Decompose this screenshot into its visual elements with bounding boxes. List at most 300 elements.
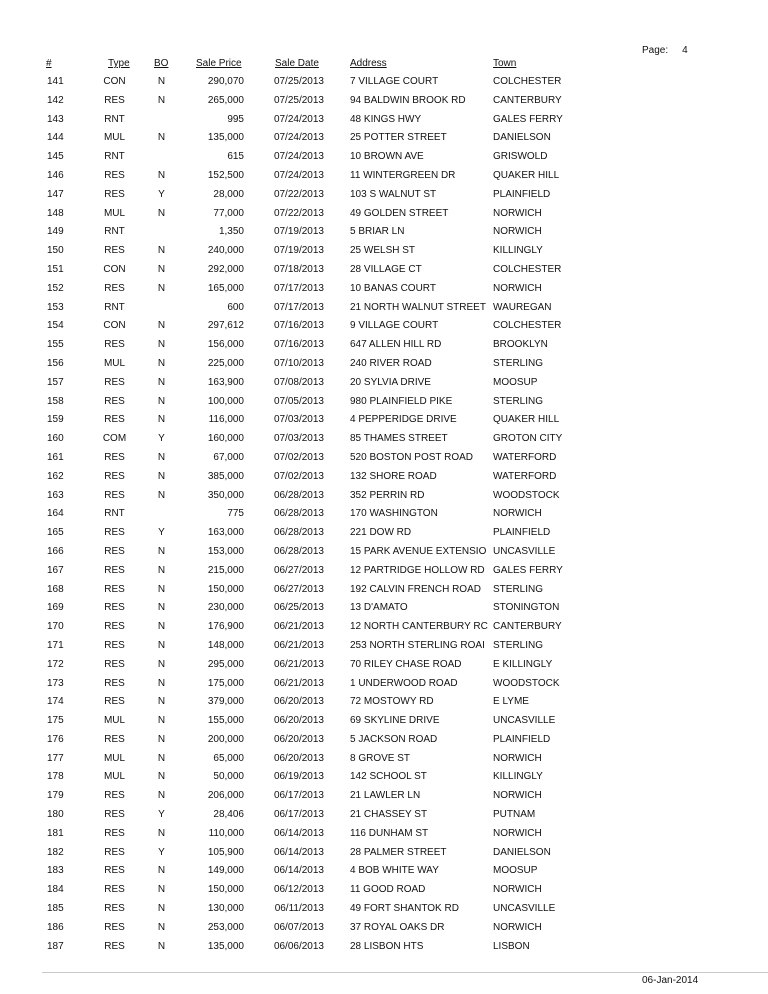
address: 647 ALLEN HILL RD	[350, 339, 442, 351]
town: NORWICH	[493, 921, 542, 933]
address: 28 LISBON HTS	[350, 940, 424, 952]
sale-price: 105,900	[207, 846, 244, 858]
address: 70 RILEY CHASE ROAD	[350, 658, 462, 670]
town: UNCASVILLE	[493, 903, 556, 915]
bo-flag: N	[157, 865, 166, 877]
row-number: 182	[47, 846, 64, 858]
town: GALES FERRY	[493, 113, 563, 125]
town: WOODSTOCK	[493, 677, 560, 689]
header-num: #	[46, 58, 52, 69]
header-sale-date: Sale Date	[275, 58, 319, 69]
sale-date: 07/10/2013	[273, 357, 324, 369]
row-number: 170	[47, 621, 64, 633]
sale-price: 135,000	[207, 940, 244, 952]
property-type: RES	[104, 470, 125, 482]
sale-date: 07/24/2013	[273, 113, 324, 125]
row-number: 149	[47, 226, 64, 238]
sale-date: 06/12/2013	[273, 884, 324, 896]
sale-price: 152,500	[207, 169, 244, 181]
header-address: Address	[350, 58, 387, 69]
row-number: 186	[47, 921, 64, 933]
bo-flag: Y	[158, 433, 165, 445]
address: 103 S WALNUT ST	[350, 188, 437, 200]
property-type: CON	[103, 76, 126, 87]
sale-price: 163,900	[207, 376, 244, 388]
sale-date: 06/21/2013	[273, 677, 324, 689]
table-row	[0, 396, 768, 415]
town: NORWICH	[493, 207, 542, 219]
bo-flag: Y	[158, 809, 165, 821]
address: 240 RIVER ROAD	[350, 357, 432, 369]
sale-date: 07/02/2013	[273, 470, 324, 482]
bo-flag: N	[157, 564, 166, 576]
row-number: 144	[47, 132, 64, 144]
property-type: RNT	[104, 301, 125, 313]
table-row	[0, 621, 768, 640]
sale-date: 06/14/2013	[273, 846, 324, 858]
sale-date: 06/17/2013	[273, 790, 324, 802]
row-number: 173	[47, 677, 64, 689]
table-row	[0, 170, 768, 189]
table-row	[0, 151, 768, 170]
sale-date: 06/28/2013	[273, 508, 324, 520]
bo-flag: N	[157, 827, 166, 839]
sale-price: 230,000	[207, 602, 244, 614]
sale-date: 07/16/2013	[273, 320, 324, 332]
sale-price: 150,000	[207, 884, 244, 896]
row-number: 153	[47, 301, 64, 313]
address: 49 GOLDEN STREET	[350, 207, 449, 219]
property-type: RES	[104, 903, 125, 915]
address: 37 ROYAL OAKS DR	[350, 921, 445, 933]
town: BROOKLYN	[493, 339, 548, 351]
row-number: 168	[47, 583, 64, 595]
property-type: RES	[104, 245, 125, 257]
town: E KILLINGLY	[493, 658, 553, 670]
sale-date: 06/28/2013	[273, 527, 324, 539]
address: 28 PALMER STREET	[350, 846, 447, 858]
sale-date: 07/24/2013	[273, 132, 324, 144]
table-row	[0, 358, 768, 377]
town: COLCHESTER	[493, 76, 562, 87]
sale-price: 240,000	[207, 245, 244, 257]
sale-date: 06/25/2013	[273, 602, 324, 614]
town: QUAKER HILL	[493, 169, 560, 181]
bo-flag: N	[157, 339, 166, 351]
row-number: 154	[47, 320, 64, 332]
bo-flag: N	[157, 583, 166, 595]
sale-price: 215,000	[207, 564, 244, 576]
sale-date: 07/24/2013	[273, 169, 324, 181]
sale-date: 06/21/2013	[273, 621, 324, 633]
footer-divider	[42, 972, 768, 973]
address: 11 WINTERGREEN DR	[350, 169, 456, 181]
town: DANIELSON	[493, 132, 551, 144]
table-row	[0, 922, 768, 941]
town: PLAINFIELD	[493, 733, 551, 745]
town: DANIELSON	[493, 846, 551, 858]
sale-price: 176,900	[207, 621, 244, 633]
row-number: 181	[47, 827, 64, 839]
property-type: RES	[104, 489, 125, 501]
address: 10 BANAS COURT	[350, 282, 436, 294]
row-number: 161	[47, 451, 64, 463]
address: 25 WELSH ST	[350, 245, 416, 257]
header-bo: BO	[154, 58, 169, 69]
sale-price: 265,000	[207, 94, 244, 106]
row-number: 145	[47, 151, 64, 163]
row-number: 162	[47, 470, 64, 482]
property-type: RES	[104, 376, 125, 388]
row-number: 159	[47, 414, 64, 426]
sale-date: 06/28/2013	[273, 545, 324, 557]
address: 5 JACKSON ROAD	[350, 733, 438, 745]
town: STONINGTON	[493, 602, 560, 614]
address: 11 GOOD ROAD	[350, 884, 426, 896]
address: 4 PEPPERIDGE DRIVE	[350, 414, 457, 426]
sale-date: 06/07/2013	[273, 921, 324, 933]
sale-price: 130,000	[207, 903, 244, 915]
sale-date: 07/16/2013	[273, 339, 324, 351]
property-type: RNT	[104, 113, 125, 125]
bo-flag: N	[157, 903, 166, 915]
sale-price: 995	[227, 113, 244, 125]
address: 5 BRIAR LN	[350, 226, 405, 238]
row-number: 150	[47, 245, 64, 257]
sale-price: 1,350	[218, 226, 244, 238]
address: 192 CALVIN FRENCH ROAD	[350, 583, 481, 595]
row-number: 165	[47, 527, 64, 539]
row-number: 147	[47, 188, 64, 200]
bo-flag: N	[157, 639, 166, 651]
property-type: RES	[104, 846, 125, 858]
sale-price: 295,000	[207, 658, 244, 670]
bo-flag: N	[157, 733, 166, 745]
sale-date: 07/02/2013	[273, 451, 324, 463]
property-type: RES	[104, 583, 125, 595]
town: STERLING	[493, 583, 544, 595]
property-type: RES	[104, 696, 125, 708]
town: CANTERBURY	[493, 621, 562, 633]
town: NORWICH	[493, 508, 542, 520]
sale-price: 28,000	[213, 188, 244, 200]
town: GALES FERRY	[493, 564, 563, 576]
town: STERLING	[493, 395, 544, 407]
sale-price: 160,000	[207, 433, 244, 445]
sale-price: 385,000	[207, 470, 244, 482]
table-row	[0, 95, 768, 114]
bo-flag: Y	[158, 188, 165, 200]
sale-date: 06/20/2013	[273, 733, 324, 745]
address: 980 PLAINFIELD PIKE	[350, 395, 453, 407]
sale-date: 06/27/2013	[273, 564, 324, 576]
sale-date: 07/08/2013	[273, 376, 324, 388]
sale-price: 379,000	[207, 696, 244, 708]
sale-date: 06/20/2013	[273, 715, 324, 727]
address: 7 VILLAGE COURT	[350, 76, 439, 87]
row-number: 169	[47, 602, 64, 614]
table-row	[0, 414, 768, 433]
property-type: RES	[104, 677, 125, 689]
sale-price: 253,000	[207, 921, 244, 933]
property-type: MUL	[103, 771, 126, 783]
row-number: 167	[47, 564, 64, 576]
address: 69 SKYLINE DRIVE	[350, 715, 440, 727]
address: 72 MOSTOWY RD	[350, 696, 434, 708]
sale-price: 200,000	[207, 733, 244, 745]
row-number: 160	[47, 433, 64, 445]
town: KILLINGLY	[493, 771, 543, 783]
town: WATERFORD	[493, 470, 557, 482]
sale-price: 153,000	[207, 545, 244, 557]
property-type: RES	[104, 339, 125, 351]
table-row	[0, 471, 768, 490]
town: NORWICH	[493, 884, 542, 896]
sale-price: 615	[227, 151, 244, 163]
address: 352 PERRIN RD	[350, 489, 425, 501]
address: 12 NORTH CANTERBURY RC	[350, 621, 488, 633]
table-row	[0, 941, 768, 960]
property-type: RES	[104, 564, 125, 576]
table-row	[0, 320, 768, 339]
sale-price: 290,070	[207, 76, 244, 87]
row-number: 152	[47, 282, 64, 294]
page-number	[642, 45, 688, 56]
bo-flag: N	[157, 940, 166, 952]
property-type: RES	[104, 884, 125, 896]
bo-flag: N	[157, 451, 166, 463]
property-type: MUL	[103, 132, 126, 144]
property-type: RES	[104, 790, 125, 802]
sale-price: 600	[227, 301, 244, 313]
sale-date: 07/22/2013	[273, 188, 324, 200]
table-row	[0, 208, 768, 227]
property-type: RES	[104, 395, 125, 407]
row-number: 176	[47, 733, 64, 745]
sale-date: 06/21/2013	[273, 658, 324, 670]
town: WAUREGAN	[493, 301, 552, 313]
sale-price: 206,000	[207, 790, 244, 802]
bo-flag: Y	[158, 846, 165, 858]
property-type: RES	[104, 282, 125, 294]
table-row	[0, 884, 768, 903]
property-type: RES	[104, 827, 125, 839]
sale-date: 06/20/2013	[273, 696, 324, 708]
bo-flag: N	[157, 94, 166, 106]
address: 132 SHORE ROAD	[350, 470, 437, 482]
address: 13 D'AMATO	[350, 602, 408, 614]
sale-price: 150,000	[207, 583, 244, 595]
sale-price: 100,000	[207, 395, 244, 407]
sale-date: 06/28/2013	[273, 489, 324, 501]
sale-price: 775	[227, 508, 244, 520]
row-number: 164	[47, 508, 64, 520]
row-number: 187	[47, 940, 64, 952]
table-row	[0, 584, 768, 603]
bo-flag: N	[157, 263, 166, 275]
bo-flag: N	[157, 395, 166, 407]
bo-flag: N	[157, 658, 166, 670]
address: 15 PARK AVENUE EXTENSIO	[350, 545, 487, 557]
sale-date: 06/20/2013	[273, 752, 324, 764]
address: 142 SCHOOL ST	[350, 771, 427, 783]
town: NORWICH	[493, 790, 542, 802]
sale-price: 116,000	[208, 414, 244, 426]
address: 170 WASHINGTON	[350, 508, 438, 520]
bo-flag: N	[157, 357, 166, 369]
sale-date: 06/11/2013	[274, 903, 324, 915]
sales-table-body	[0, 76, 768, 959]
town: GROTON CITY	[493, 433, 563, 445]
property-type: MUL	[103, 357, 126, 369]
property-type: RES	[104, 940, 125, 952]
row-number: 172	[47, 658, 64, 670]
sale-date: 07/03/2013	[273, 414, 324, 426]
sale-price: 149,000	[207, 865, 244, 877]
sale-price: 135,000	[207, 132, 244, 144]
row-number: 157	[47, 376, 64, 388]
address: 253 NORTH STERLING ROAI	[350, 639, 485, 651]
table-row	[0, 264, 768, 283]
address: 21 CHASSEY ST	[350, 809, 428, 821]
town: UNCASVILLE	[493, 715, 556, 727]
sale-date: 07/19/2013	[273, 226, 324, 238]
sale-date: 06/21/2013	[273, 639, 324, 651]
property-type: RES	[104, 602, 125, 614]
sale-date: 06/27/2013	[273, 583, 324, 595]
row-number: 183	[47, 865, 64, 877]
table-row	[0, 377, 768, 396]
table-row	[0, 828, 768, 847]
bo-flag: N	[157, 696, 166, 708]
row-number: 141	[47, 76, 64, 87]
bo-flag: N	[157, 76, 166, 87]
property-type: RES	[104, 94, 125, 106]
town: NORWICH	[493, 226, 542, 238]
row-number: 148	[47, 207, 64, 219]
sale-price: 156,000	[207, 339, 244, 351]
bo-flag: N	[157, 884, 166, 896]
town: COLCHESTER	[493, 320, 562, 332]
page-value: 4	[682, 45, 688, 56]
bo-flag: N	[157, 715, 166, 727]
property-type: RES	[104, 658, 125, 670]
bo-flag: N	[157, 132, 166, 144]
sale-price: 163,000	[207, 527, 244, 539]
address: 1 UNDERWOOD ROAD	[350, 677, 458, 689]
sale-date: 06/06/2013	[273, 940, 324, 952]
row-number: 158	[47, 395, 64, 407]
bo-flag: N	[157, 376, 166, 388]
table-row	[0, 640, 768, 659]
town: PLAINFIELD	[493, 527, 551, 539]
table-row	[0, 602, 768, 621]
header-type: Type	[108, 58, 130, 69]
table-row	[0, 865, 768, 884]
row-number: 174	[47, 696, 64, 708]
table-row	[0, 903, 768, 922]
sale-date: 07/03/2013	[273, 433, 324, 445]
property-type: MUL	[103, 752, 126, 764]
property-type: CON	[103, 320, 126, 332]
row-number: 180	[47, 809, 64, 821]
table-row	[0, 771, 768, 790]
address: 520 BOSTON POST ROAD	[350, 451, 474, 463]
table-row	[0, 696, 768, 715]
bo-flag: N	[157, 790, 166, 802]
sale-date: 06/19/2013	[273, 771, 324, 783]
sale-price: 165,000	[207, 282, 244, 294]
sale-date: 07/18/2013	[273, 263, 324, 275]
town: NORWICH	[493, 827, 542, 839]
row-number: 151	[47, 263, 64, 275]
sale-date: 07/22/2013	[273, 207, 324, 219]
sale-price: 225,000	[207, 357, 244, 369]
sale-date: 07/17/2013	[273, 301, 324, 313]
address: 9 VILLAGE COURT	[350, 320, 439, 332]
address: 48 KINGS HWY	[350, 113, 422, 125]
table-row	[0, 753, 768, 772]
address: 28 VILLAGE CT	[350, 263, 422, 275]
row-number: 166	[47, 545, 64, 557]
table-row	[0, 546, 768, 565]
table-row	[0, 189, 768, 208]
row-number: 178	[47, 771, 64, 783]
sale-price: 350,000	[207, 489, 244, 501]
bo-flag: N	[157, 752, 166, 764]
footer-date: 06-Jan-2014	[642, 975, 699, 986]
row-number: 171	[47, 639, 64, 651]
table-row	[0, 715, 768, 734]
sale-price: 77,000	[213, 207, 244, 219]
bo-flag: N	[157, 282, 166, 294]
town: KILLINGLY	[493, 245, 543, 257]
sale-price: 175,000	[207, 677, 244, 689]
row-number: 163	[47, 489, 64, 501]
row-number: 142	[47, 94, 64, 106]
property-type: RNT	[104, 226, 125, 238]
row-number: 177	[47, 752, 64, 764]
town: MOOSUP	[493, 865, 538, 877]
address: 21 LAWLER LN	[350, 790, 421, 802]
town: GRISWOLD	[493, 151, 548, 163]
sale-date: 06/14/2013	[273, 827, 324, 839]
row-number: 185	[47, 903, 64, 915]
town: E LYME	[493, 696, 529, 708]
table-row	[0, 114, 768, 133]
town: LISBON	[493, 940, 530, 952]
bo-flag: N	[157, 489, 166, 501]
table-row	[0, 734, 768, 753]
address: 49 FORT SHANTOK RD	[350, 903, 459, 915]
address: 25 POTTER STREET	[350, 132, 447, 144]
property-type: RES	[104, 733, 125, 745]
property-type: RES	[104, 451, 125, 463]
town: WATERFORD	[493, 451, 557, 463]
address: 12 PARTRIDGE HOLLOW RD	[350, 564, 485, 576]
town: QUAKER HILL	[493, 414, 560, 426]
sale-price: 292,000	[207, 263, 244, 275]
row-number: 175	[47, 715, 64, 727]
address: 85 THAMES STREET	[350, 433, 448, 445]
property-type: RES	[104, 169, 125, 181]
table-row	[0, 76, 768, 95]
bo-flag: N	[157, 602, 166, 614]
row-number: 184	[47, 884, 64, 896]
table-row	[0, 132, 768, 151]
property-type: COM	[102, 433, 127, 445]
row-number: 146	[47, 169, 64, 181]
